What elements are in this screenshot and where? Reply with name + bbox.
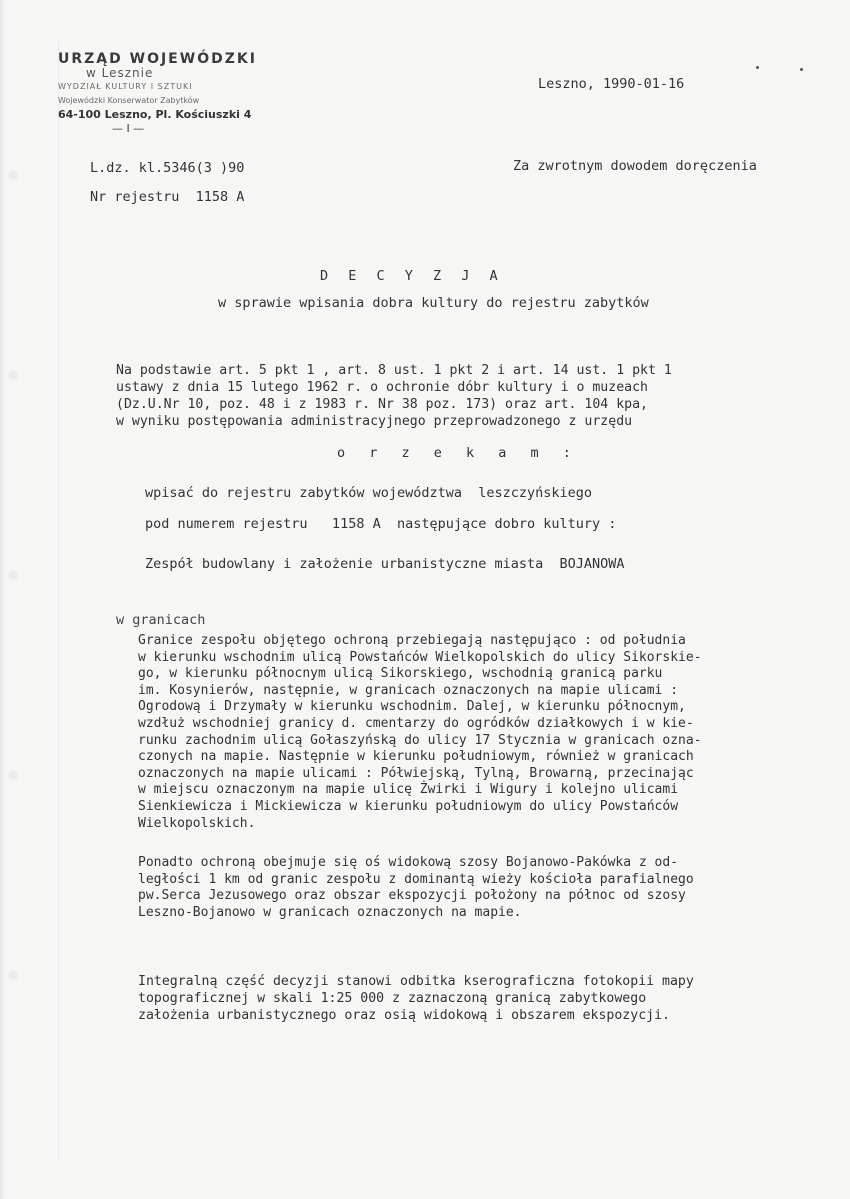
- delivery-note: Za zwrotnym dowodem doręczenia: [513, 158, 757, 174]
- stamp-city: w Lesznie: [86, 66, 154, 80]
- office-stamp: [58, 52, 268, 136]
- object-line: Zespół budowlany i założenie urbanistyczne miasta BOJANOWA: [145, 556, 625, 572]
- stamp-address: 64-100 Leszno, Pl. Kościuszki 4: [58, 108, 252, 121]
- legal-basis-paragraph: Na podstawie art. 5 pkt 1 , art. 8 ust. 1 pkt 2 i art. 14 ust. 1 pkt 1 ustawy z dnia 15 lutego 1962 r. o ochronie dóbr kultury i o muzeach (Dz.U.Nr 10, poz. 48 i z 1983 r. Nr 38 poz. 173) oraz art. 104 kpa, w wyniku postępowania administracyjnego przeprowadzonego z urzędu: [116, 363, 672, 429]
- ruling-word: o r z e k a m :: [337, 445, 579, 461]
- register-line: pod numerem rejestru 1158 A następujące dobro kultury :: [145, 516, 617, 532]
- ink-mark: [756, 66, 759, 69]
- register-number: Nr rejestru 1158 A: [90, 189, 245, 205]
- additional-protection-paragraph: Ponadto ochroną obejmuje się oś widokową szosy Bojanowo-Pakówka z od- ległości 1 km od granic zespołu z dominantą wieży kościoła parafialnego pw.Serca Jezusowego oraz obszar ekspozycji położony na północ od szosy Leszno-Bojanowo w granicach oznaczonych na mapie.: [138, 855, 694, 920]
- stamp-department: WYDZIAŁ KULTURY I SZTUKI: [58, 82, 193, 91]
- boundaries-paragraph: Granice zespołu objętego ochroną przebiegają następująco : od południa w kierunku wschodnim ulicą Powstańców Wielkopolskich do ulicy Sikorskie- go, w kierunku północnym ulicą Sikorskiego, wschodnią granicą parku im. Kosynierów, następnie, w granicach oznaczonych na mapie ulicami : Ogrodową i Drzymały w kierunku wschodnim. Dalej, w kierunku północnym, wzdłuż wschodniej granicy d. cmentarzy do ogródków działkowych i w kie- runku zachodnim ulicą Gołaszyńską do ulicy 17 Stycznia w granicach ozna- czonych na mapie. Następnie w kierunku południowym, również w granicach oznaczonych na mapie ulicami : Półwiejską, Tylną, Browarną, przecinając w miejscu oznaczonym na mapie ulicę Żwirki i Wigury i kolejno ulicami Sienkiewicza i Mickiewicza w kierunku południowym do ulicy Powstańców Wielkopolskich.: [138, 633, 702, 831]
- stamp-numeral: — I —: [112, 122, 145, 135]
- binding-strip: [0, 40, 59, 1160]
- document-subtitle: w sprawie wpisania dobra kultury do rejestru zabytków: [218, 295, 649, 311]
- stamp-office: URZĄD WOJEWÓDZKI: [58, 51, 257, 67]
- ink-mark: [800, 68, 803, 71]
- document-title: D E C Y Z J A: [320, 268, 504, 284]
- integral-part-paragraph: Integralną część decyzji stanowi odbitka kserograficzna fotokopii mapy topograficznej w skali 1:25 000 z zaznaczoną granicą zabytkowego założenia urbanistycznego oraz osią widokową i obszarem ekspozycji.: [138, 974, 694, 1023]
- reference-number: L.dz. kl.5346(3 )90: [90, 160, 245, 176]
- entry-line: wpisać do rejestru zabytków województwa leszczyńskiego: [145, 485, 593, 501]
- punch-hole: [8, 770, 18, 780]
- place-date: Leszno, 1990-01-16: [538, 76, 685, 92]
- punch-hole: [8, 370, 18, 380]
- within-label: w granicach: [116, 612, 206, 628]
- punch-hole: [8, 170, 18, 180]
- stamp-conservator: Wojewódzki Konserwator Zabytków: [58, 96, 200, 105]
- punch-hole: [8, 970, 18, 980]
- punch-hole: [8, 570, 18, 580]
